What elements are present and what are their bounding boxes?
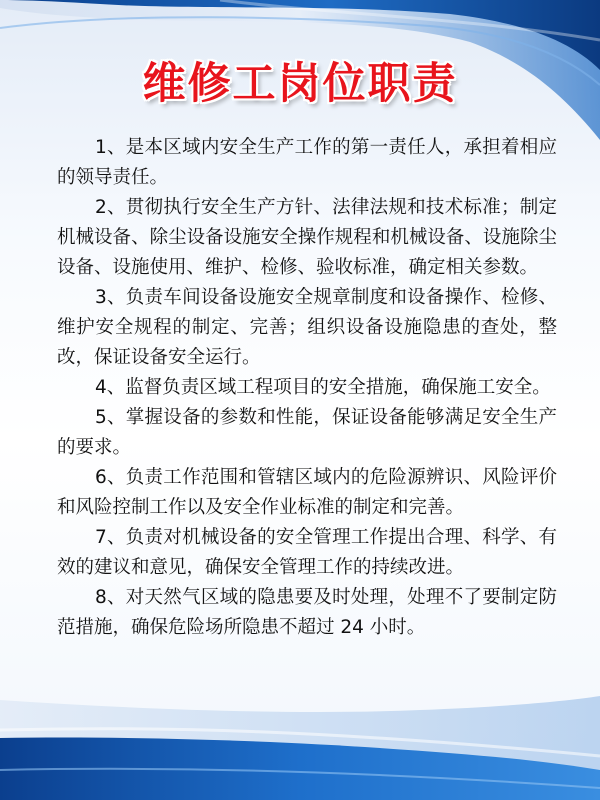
duty-item: 2、贯彻执行安全生产方针、法律法规和技术标准；制定机械设备、除尘设备设施安全操作规程和机械设备、设施除尘设备、设施使用、维护、检修、验收标准，确定相关参数。 [57, 197, 557, 278]
bottom-wave-decoration [0, 660, 600, 800]
page-title: 维修工岗位职责 [142, 59, 458, 109]
duty-item: 1、是本区域内安全生产工作的第一责任人，承担着相应的领导责任。 [57, 137, 557, 188]
duty-list [57, 133, 557, 643]
duty-item: 5、掌握设备的参数和性能，保证设备能够满足安全生产的要求。 [57, 407, 557, 458]
duty-item: 3、负责车间设备设施安全规章制度和设备操作、检修、维护安全规程的制定、完善；组织设备设施隐患的查处，整改，保证设备安全运行。 [57, 287, 557, 368]
duty-item: 7、负责对机械设备的安全管理工作提出合理、科学、有效的建议和意见，确保安全管理工作的持续改进。 [57, 527, 557, 578]
duty-item: 4、监督负责区域工程项目的安全措施，确保施工安全。 [95, 377, 551, 398]
duty-item: 8、对天然气区域的隐患要及时处理，处理不了要制定防范措施，确保危险场所隐患不超过 24 小时。 [57, 587, 557, 638]
duty-item: 6、负责工作范围和管辖区域内的危险源辨识、风险评价和风险控制工作以及安全作业标准的制定和完善。 [57, 467, 557, 518]
